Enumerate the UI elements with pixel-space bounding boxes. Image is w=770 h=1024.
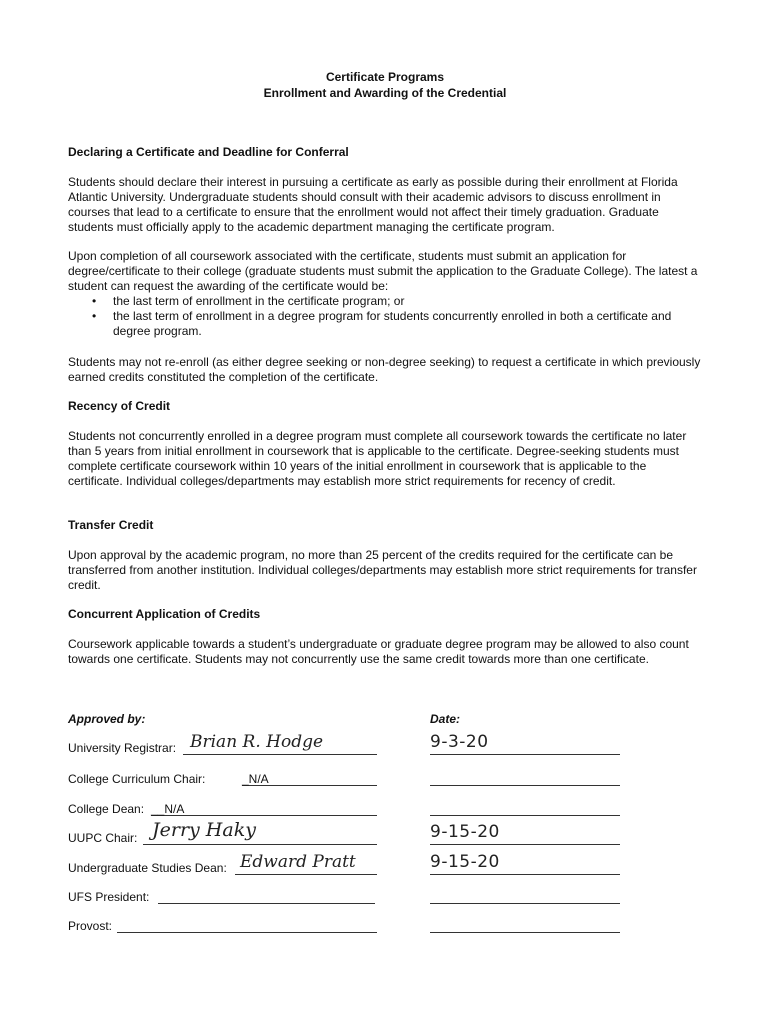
heading-declaring: Declaring a Certificate and Deadline for Conferral xyxy=(68,145,349,159)
date-row-undergrad-dean xyxy=(0,852,770,881)
list-item: • the last term of enrollment in the certificate program; or xyxy=(68,294,704,309)
date-row-registrar xyxy=(0,732,770,761)
signature-label: University Registrar: xyxy=(68,741,177,755)
handwritten-date: 9-15-20 xyxy=(430,822,500,842)
date-line xyxy=(430,844,620,845)
paragraph-concurrent: Coursework applicable towards a student’s undergraduate or graduate degree program may be allowed to also count towards one certificate. Students may not concurrently use the same credit towards more than one certificate. xyxy=(68,637,689,666)
signature-label: UUPC Chair: xyxy=(68,831,138,845)
handwritten-signature: Brian R. Hodge xyxy=(190,732,324,752)
handwritten-signature: Jerry Haky xyxy=(152,819,256,841)
date-line xyxy=(430,754,620,755)
heading-recency: Recency of Credit xyxy=(68,399,171,413)
document-title: Certificate Programs xyxy=(325,70,445,84)
signature-value: __N/A xyxy=(151,802,185,816)
date-row-college-dean xyxy=(0,802,770,822)
date-line xyxy=(430,785,620,786)
signature-label: College Curriculum Chair: xyxy=(68,772,206,786)
date-row-curriculum-chair xyxy=(0,772,770,792)
paragraph-recency: Students not concurrently enrolled in a degree program must complete all coursework towards the certificate no later than 5 years from initial enrollment in coursework that is applicable to the certificate. Degree-seeking students must complete certificate coursework within 10 years of the initial enrollment in coursework that is applicable to the certificate. Individual colleges/departments may establish more strict requirements for recency of credit. xyxy=(68,429,687,488)
handwritten-signature: Edward Pratt xyxy=(240,852,356,872)
handwritten-date: 9-3-20 xyxy=(430,732,489,752)
signature-label: Provost: xyxy=(68,919,113,933)
approved-by-label: Approved by: xyxy=(68,712,146,726)
document-subtitle: Enrollment and Awarding of the Credential xyxy=(263,86,507,100)
date-row-provost xyxy=(0,919,770,939)
signature-label: UFS President: xyxy=(68,890,150,904)
paragraph-declaring-2: Upon completion of all coursework associated with the certificate, students must submit an application for degree/certificate to their college (graduate students must submit the application to the Graduate College). The latest a student can request the awarding of the certificate would be: xyxy=(68,249,698,293)
paragraph-declaring-3: Students may not re-enroll (as either degree seeking or non-degree seeking) to request a certificate in which previously earned credits constituted the completion of the certificate. xyxy=(68,355,701,384)
paragraph-transfer: Upon approval by the academic program, no more than 25 percent of the credits required for the certificate can be transferred from another institution. Individual colleges/departments may establish more strict requirements for transfer credit. xyxy=(68,548,697,592)
heading-transfer: Transfer Credit xyxy=(68,518,154,532)
date-line xyxy=(430,874,620,875)
signature-label: College Dean: xyxy=(68,802,145,816)
date-line xyxy=(430,932,620,933)
date-line xyxy=(430,815,620,816)
date-row-ufs-president xyxy=(0,890,770,910)
handwritten-date: 9-15-20 xyxy=(430,852,500,872)
heading-concurrent: Concurrent Application of Credits xyxy=(68,607,261,621)
list-item: • the last term of enrollment in a degree program for students concurrently enrolled in both a certificate and degree program. xyxy=(68,309,704,339)
date-line xyxy=(430,903,620,904)
signature-value: _N/A xyxy=(242,772,269,786)
bullet-list xyxy=(68,294,704,339)
signature-label: Undergraduate Studies Dean: xyxy=(68,861,227,875)
date-column-label: Date: xyxy=(430,712,461,726)
paragraph-declaring-1: Students should declare their interest in pursuing a certificate as early as possible during their enrollment at Florida Atlantic University. Undergraduate students should consult with their academic advisors to discuss enrollment in courses that lead to a certificate to ensure that the enrollment would not affect their timely graduation. Graduate students must officially apply to the academic department managing the certificate program. xyxy=(68,175,678,234)
